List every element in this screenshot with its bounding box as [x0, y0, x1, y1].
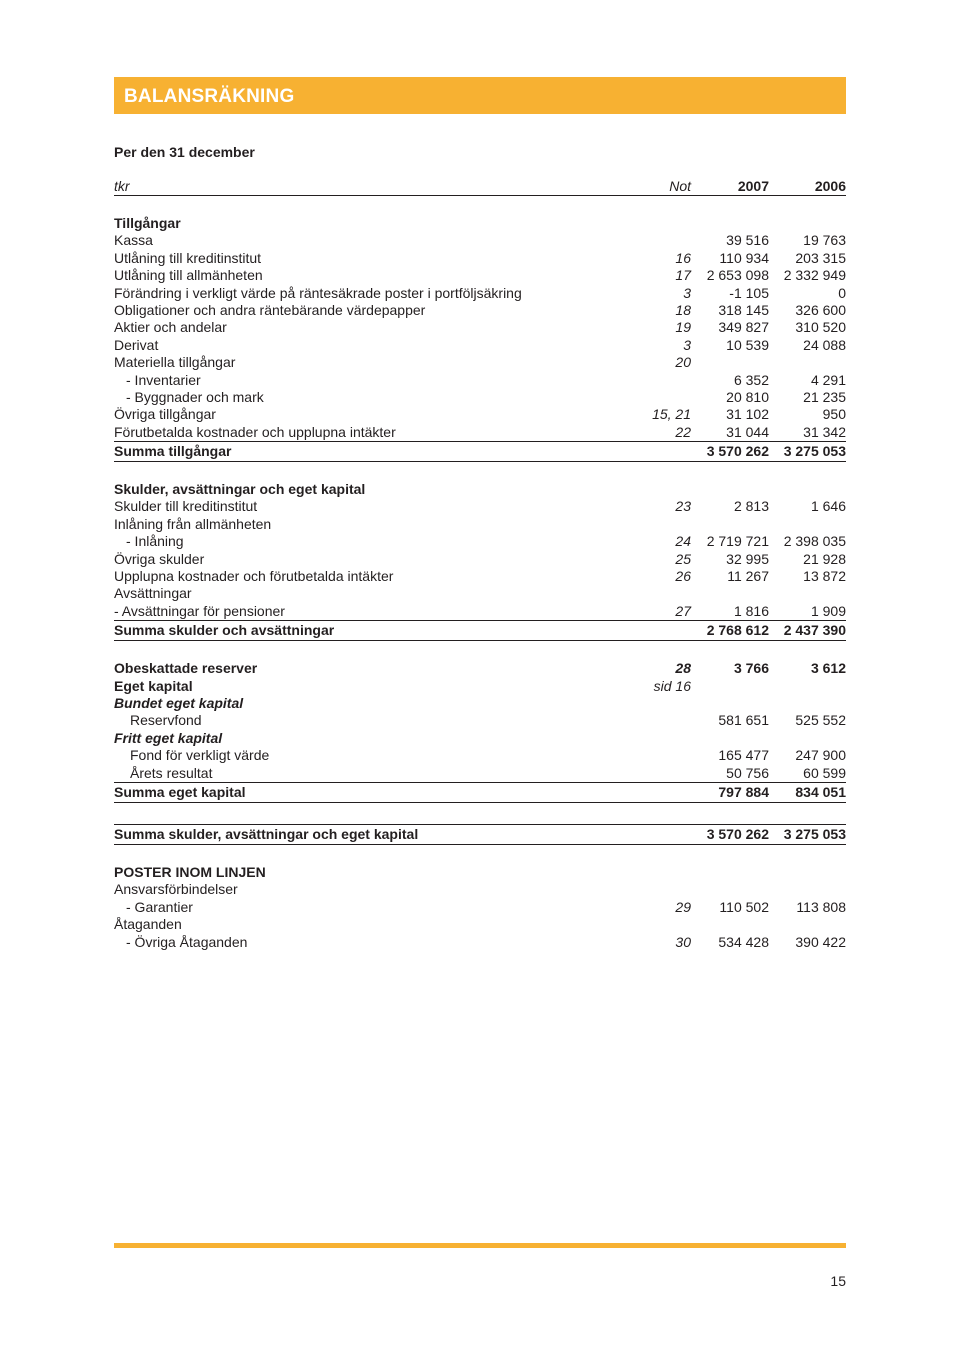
table-row: [114, 712, 846, 729]
row-value-2006: 1 646: [810, 498, 846, 515]
table-row: [114, 747, 846, 764]
table-row: [114, 585, 846, 602]
row-value-2006: 2 398 035: [783, 533, 846, 550]
row-value-2006: 13 872: [803, 568, 846, 585]
row-value-2006: 950: [822, 406, 846, 423]
row-note: 30: [675, 933, 691, 950]
table-row: [114, 568, 846, 585]
row-label: Åtaganden: [114, 916, 182, 933]
spacer: [114, 845, 846, 864]
row-value-2006: 390 422: [795, 933, 846, 950]
row-note: 27: [675, 602, 691, 619]
row-label: - Avsättningar för pensioner: [114, 602, 285, 619]
row-label: - Övriga Åtaganden: [126, 933, 248, 950]
row-value-2006: 60 599: [803, 764, 846, 781]
row-label: Utlåning till allmänheten: [114, 267, 263, 284]
row-label: Upplupna kostnader och förutbetalda intäkter: [114, 568, 394, 585]
row-label: - Byggnader och mark: [126, 388, 264, 405]
year-2006-header: 2006: [814, 178, 846, 194]
row-note: 19: [675, 319, 691, 336]
grand-total-row: [114, 824, 846, 845]
balance-sheet-table: [114, 178, 846, 951]
section-heading-assets: [114, 215, 846, 232]
row-value-2006: 21 928: [803, 550, 846, 567]
row-value-2006: 24 088: [803, 336, 846, 353]
row-value-2006: 4 291: [810, 371, 846, 388]
total-value-2007: 3 570 262: [706, 443, 769, 460]
table-row: [114, 337, 846, 354]
footer-bar: [114, 1243, 846, 1248]
total-equity-row: [114, 783, 846, 803]
table-row: [114, 516, 846, 533]
row-value-2006: 525 552: [795, 712, 846, 729]
table-row: [114, 765, 846, 783]
subtitle: Per den 31 december: [114, 144, 255, 160]
row-label: Avsättningar: [114, 585, 192, 602]
unit-label: tkr: [114, 178, 130, 194]
page-number: 15: [830, 1273, 846, 1289]
row-note: 28: [675, 660, 691, 677]
row-value-2006: 113 808: [796, 898, 846, 915]
row-value-2006: 31 342: [803, 423, 846, 440]
total-assets-row: [114, 442, 846, 462]
section-heading-liabilities: [114, 481, 846, 498]
row-note: 25: [675, 550, 691, 567]
table-row: [114, 250, 846, 267]
row-label: - Inventarier: [126, 371, 201, 388]
row-value-2007: 32 995: [726, 550, 769, 567]
row-value-2007: 6 352: [733, 371, 769, 388]
row-value-2006: 203 315: [795, 249, 846, 266]
table-row: [114, 232, 846, 249]
section-heading-label: Tillgångar: [114, 215, 181, 231]
row-label: Fritt eget kapital: [114, 729, 223, 746]
row-value-2006: 247 900: [795, 747, 846, 764]
untaxed-reserves-row: [114, 660, 846, 677]
restricted-equity-heading: [114, 695, 846, 712]
row-value-2006: 19 763: [803, 232, 846, 249]
row-label: Skulder till kreditinstitut: [114, 498, 258, 515]
row-label: Aktier och andelar: [114, 319, 227, 336]
row-note: 29: [675, 898, 691, 915]
row-note: 3: [683, 284, 691, 301]
row-note: 20: [675, 354, 691, 371]
row-value-2007: 110 934: [719, 249, 769, 266]
total-label: Summa skulder och avsättningar: [114, 622, 335, 639]
row-label: Övriga tillgångar: [114, 406, 216, 423]
total-value-2006: 3 275 053: [783, 443, 846, 460]
row-label: Materiella tillgångar: [114, 354, 236, 371]
row-value-2006: 2 332 949: [783, 267, 846, 284]
row-note: 24: [675, 533, 691, 550]
row-label: Årets resultat: [130, 764, 213, 781]
row-label: - Inlåning: [126, 533, 184, 550]
row-value-2007: 10 539: [726, 336, 769, 353]
table-header: [114, 178, 846, 196]
row-label: Kassa: [114, 232, 153, 249]
row-value-2007: 2 653 098: [706, 267, 769, 284]
table-row: [114, 302, 846, 319]
row-label: Övriga skulder: [114, 550, 205, 567]
row-note: 15, 21: [652, 406, 691, 423]
row-value-2007: 318 145: [718, 301, 769, 318]
row-note: 26: [675, 568, 691, 585]
total-value-2007: 3 570 262: [706, 825, 769, 842]
row-value-2006: 0: [838, 284, 846, 301]
spacer: [114, 641, 846, 660]
row-note: 3: [683, 336, 691, 353]
row-label: Fond för verkligt värde: [130, 747, 270, 764]
table-row: [114, 899, 846, 916]
total-value-2007: 2 768 612: [706, 622, 769, 639]
table-row: [114, 881, 846, 898]
row-value-2007: 165 477: [718, 747, 769, 764]
table-row: [114, 603, 846, 621]
row-note: 18: [675, 301, 691, 318]
row-label: Obligationer och andra räntebärande värdepapper: [114, 301, 426, 318]
spacer: [114, 803, 846, 824]
equity-heading-row: [114, 678, 846, 695]
row-value-2007: 20 810: [726, 388, 769, 405]
section-heading-label: POSTER INOM LINJEN: [114, 863, 266, 880]
total-value-2006: 2 437 390: [783, 622, 846, 639]
row-value-2006: 310 520: [795, 319, 846, 336]
row-value-2007: 534 428: [718, 933, 769, 950]
section-heading-off-balance: [114, 864, 846, 881]
table-row: [114, 267, 846, 284]
note-column-header: Not: [669, 178, 691, 194]
row-label: Förändring i verkligt värde på räntesäkrade poster i portföljsäkring: [114, 284, 522, 301]
total-value-2007: 797 884: [718, 783, 769, 800]
total-value-2006: 834 051: [795, 783, 846, 800]
total-label: Summa eget kapital: [114, 783, 246, 800]
row-note: 16: [675, 249, 691, 266]
free-equity-heading: [114, 730, 846, 747]
row-value-2007: 110 502: [719, 898, 769, 915]
section-heading-label: Skulder, avsättningar och eget kapital: [114, 481, 366, 498]
table-row: [114, 354, 846, 371]
row-label: Reservfond: [130, 712, 202, 729]
row-value-2007: 11 267: [727, 568, 769, 585]
row-value-2006: 326 600: [795, 301, 846, 318]
row-value-2007: 31 044: [726, 423, 769, 440]
table-row: [114, 498, 846, 515]
row-note: sid 16: [653, 677, 691, 694]
row-value-2006: 3 612: [810, 660, 846, 677]
spacer: [114, 196, 846, 215]
row-value-2007: 2 813: [733, 498, 769, 515]
row-label: Derivat: [114, 336, 159, 353]
row-value-2007: -1 105: [729, 284, 769, 301]
row-value-2007: 3 766: [733, 660, 769, 677]
row-label: Ansvarsförbindelser: [114, 881, 238, 898]
row-value-2007: 31 102: [726, 406, 769, 423]
row-label: Eget kapital: [114, 677, 193, 694]
page-title: BALANSRÄKNING: [124, 86, 295, 107]
row-label: Bundet eget kapital: [114, 694, 244, 711]
row-value-2007: 2 719 721: [706, 533, 769, 550]
table-row: [114, 533, 846, 550]
total-value-2006: 3 275 053: [783, 825, 846, 842]
table-row: [114, 424, 846, 442]
table-row: [114, 372, 846, 389]
row-value-2007: 1 816: [733, 602, 769, 619]
row-note: 22: [675, 423, 691, 440]
row-value-2007: 50 756: [726, 764, 769, 781]
row-label: Obeskattade reserver: [114, 660, 258, 677]
row-value-2006: 1 909: [810, 602, 846, 619]
total-liabilities-row: [114, 621, 846, 641]
row-label: Utlåning till kreditinstitut: [114, 249, 262, 266]
year-2007-header: 2007: [737, 178, 769, 194]
row-value-2007: 581 651: [718, 712, 769, 729]
row-label: Inlåning från allmänheten: [114, 515, 272, 532]
table-row: [114, 389, 846, 406]
table-row: [114, 934, 846, 951]
row-label: - Garantier: [126, 898, 193, 915]
spacer: [114, 462, 846, 481]
row-note: 17: [675, 267, 691, 284]
table-row: [114, 916, 846, 933]
table-row: [114, 406, 846, 423]
row-value-2007: 39 516: [726, 232, 769, 249]
row-value-2006: 21 235: [803, 388, 846, 405]
title-banner: [114, 77, 846, 114]
table-row: [114, 551, 846, 568]
row-note: 23: [675, 498, 691, 515]
row-label: Förutbetalda kostnader och upplupna intäkter: [114, 423, 396, 440]
row-value-2007: 349 827: [718, 319, 769, 336]
total-label: Summa tillgångar: [114, 443, 232, 460]
table-row: [114, 285, 846, 302]
total-label: Summa skulder, avsättningar och eget kapital: [114, 825, 419, 842]
table-row: [114, 319, 846, 336]
